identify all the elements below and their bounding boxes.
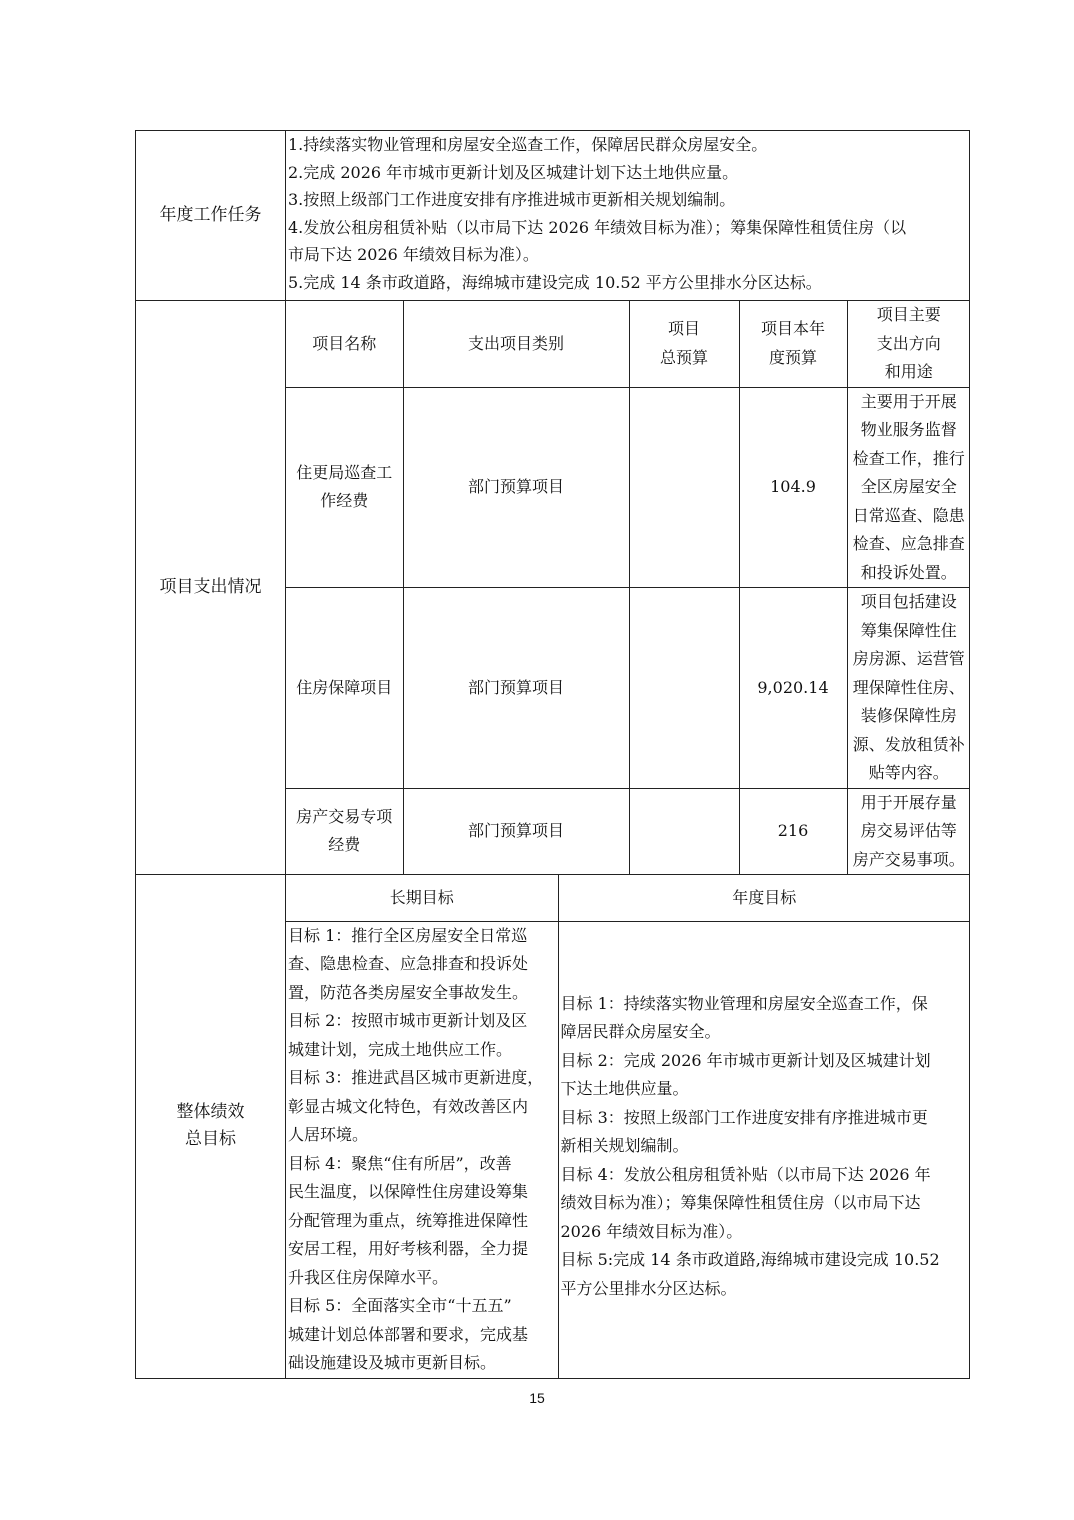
- long-term-goals-header: 长期目标: [286, 875, 558, 921]
- goal-line: 查、隐患检查、应急排查和投诉处: [288, 954, 529, 973]
- goal-line: 目标 3：按照上级部门工作进度安排有序推进城市更: [560, 1107, 928, 1127]
- annual-goals-header: 年度目标: [558, 875, 970, 921]
- goal-line: 城建计划总体部署和要求，完成基: [288, 1324, 529, 1344]
- goal-line: 目标 5:完成 14 条市政道路,海绵城市建设完成 10.52: [560, 1250, 940, 1269]
- overall-goals-label: 整体绩效 总目标: [136, 875, 286, 1379]
- project-spending-row: [136, 301, 970, 875]
- goal-line: 下达土地供应量。: [560, 1079, 689, 1098]
- annual-tasks-row: [136, 131, 970, 301]
- header-annual-budget: 项目本年 度预算: [739, 301, 847, 387]
- header-category: 支出项目类别: [403, 301, 629, 387]
- goal-line: 安居工程，用好考核利器，全力提: [288, 1239, 529, 1258]
- goal-line: 置，防范各类房屋安全事故发生。: [288, 982, 529, 1002]
- goal-line: 目标 5：全面落实全市“十五五”: [288, 1296, 512, 1315]
- annual-tasks-list: [286, 131, 970, 301]
- overall-goals-cell: [286, 875, 970, 1379]
- goal-line: 目标 3：推进武昌区城市更新进度，: [288, 1068, 544, 1087]
- overall-goals-row: [136, 875, 970, 1379]
- project-category: 部门预算项目: [403, 387, 629, 588]
- goal-line: 2026 年绩效目标为准）。: [560, 1221, 743, 1241]
- goal-line: 升我区住房保障水平。: [288, 1267, 449, 1287]
- goal-line: 平方公里排水分区达标。: [560, 1278, 737, 1298]
- goal-line: 目标 2：完成 2026 年市城市更新计划及区城建计划: [560, 1050, 931, 1070]
- task-item: 3.按照上级部门工作进度安排有序推进城市更新相关规划编制。: [288, 190, 736, 210]
- project-category: 部门预算项目: [403, 788, 629, 874]
- page-number: 15: [529, 1390, 545, 1406]
- header-total-budget: 项目 总预算: [629, 301, 739, 387]
- project-total-budget: [629, 588, 739, 789]
- annual-tasks-label: 年度工作任务: [136, 131, 286, 301]
- table-row: [286, 588, 970, 789]
- goals-header-row: [286, 875, 970, 921]
- table-row: [286, 387, 970, 588]
- goal-line: 障居民群众房屋安全。: [560, 1022, 721, 1041]
- project-category: 部门预算项目: [403, 588, 629, 789]
- project-name: 住房保障项目: [286, 588, 403, 789]
- goal-line: 目标 4：发放公租房租赁补贴（以市局下达 2026 年: [560, 1164, 931, 1184]
- project-purpose: 用于开展存量 房交易评估等 房产交易事项。: [847, 788, 970, 874]
- goal-line: 目标 1：持续落实物业管理和房屋安全巡查工作，保: [560, 993, 928, 1013]
- project-purpose: 主要用于开展 物业服务监督 检查工作，推行 全区房屋安全 日常巡查、隐患 检查、应急排查 和投诉处置。: [847, 387, 970, 588]
- project-total-budget: [629, 387, 739, 588]
- goal-line: 础设施建设及城市更新目标。: [288, 1353, 497, 1372]
- header-purpose: 项目主要 支出方向 和用途: [847, 301, 970, 387]
- task-item: 2.完成 2026 年市城市更新计划及区城建计划下达土地供应量。: [288, 162, 739, 182]
- project-annual-budget: 216: [739, 788, 847, 874]
- project-purpose: 项目包括建设 筹集保障性住 房房源、运营管 理保障性住房、 装修保障性房 源、发放租赁补 贴等内容。: [847, 588, 970, 789]
- project-name: 房产交易专项 经费: [286, 788, 403, 874]
- annual-goals: [558, 921, 970, 1378]
- goal-line: 绩效目标为准）；筹集保障性租赁住房（以市局下达: [560, 1193, 921, 1212]
- goal-line: 分配管理为重点，统筹推进保障性: [288, 1210, 529, 1230]
- project-annual-budget: 9,020.14: [739, 588, 847, 789]
- project-header-row: [286, 301, 970, 387]
- project-spending-label: 项目支出情况: [136, 301, 286, 875]
- task-item: 市局下达 2026 年绩效目标为准）。: [288, 245, 539, 265]
- goals-table: [286, 875, 970, 1378]
- long-term-goals: [286, 921, 558, 1378]
- task-item: 4.发放公租房租赁补贴（以市局下达 2026 年绩效目标为准）；筹集保障性租赁住房（以: [288, 217, 907, 237]
- goals-content-row: [286, 921, 970, 1378]
- goal-line: 彰显古城文化特色，有效改善区内: [288, 1096, 529, 1116]
- goal-line: 目标 1：推行全区房屋安全日常巡: [288, 925, 528, 945]
- project-total-budget: [629, 788, 739, 874]
- project-name: 住更局巡查工 作经费: [286, 387, 403, 588]
- performance-table: [135, 130, 970, 1379]
- project-annual-budget: 104.9: [739, 387, 847, 588]
- goal-line: 人居环境。: [288, 1125, 369, 1144]
- table-row: [286, 788, 970, 874]
- goal-line: 目标 4：聚焦“住有所居”，改善: [288, 1153, 512, 1173]
- goal-line: 民生温度，以保障性住房建设筹集: [288, 1182, 529, 1201]
- task-item: 1.持续落实物业管理和房屋安全巡查工作，保障居民群众房屋安全。: [288, 135, 768, 154]
- project-spending-table: [286, 301, 970, 874]
- project-spending-cell: [286, 301, 970, 875]
- goal-line: 城建计划，完成土地供应工作。: [288, 1039, 513, 1059]
- task-item: 5.完成 14 条市政道路，海绵城市建设完成 10.52 平方公里排水分区达标。: [288, 272, 822, 292]
- goal-line: 新相关规划编制。: [560, 1136, 689, 1155]
- goal-line: 目标 2：按照市城市更新计划及区: [288, 1011, 528, 1030]
- header-project-name: 项目名称: [286, 301, 403, 387]
